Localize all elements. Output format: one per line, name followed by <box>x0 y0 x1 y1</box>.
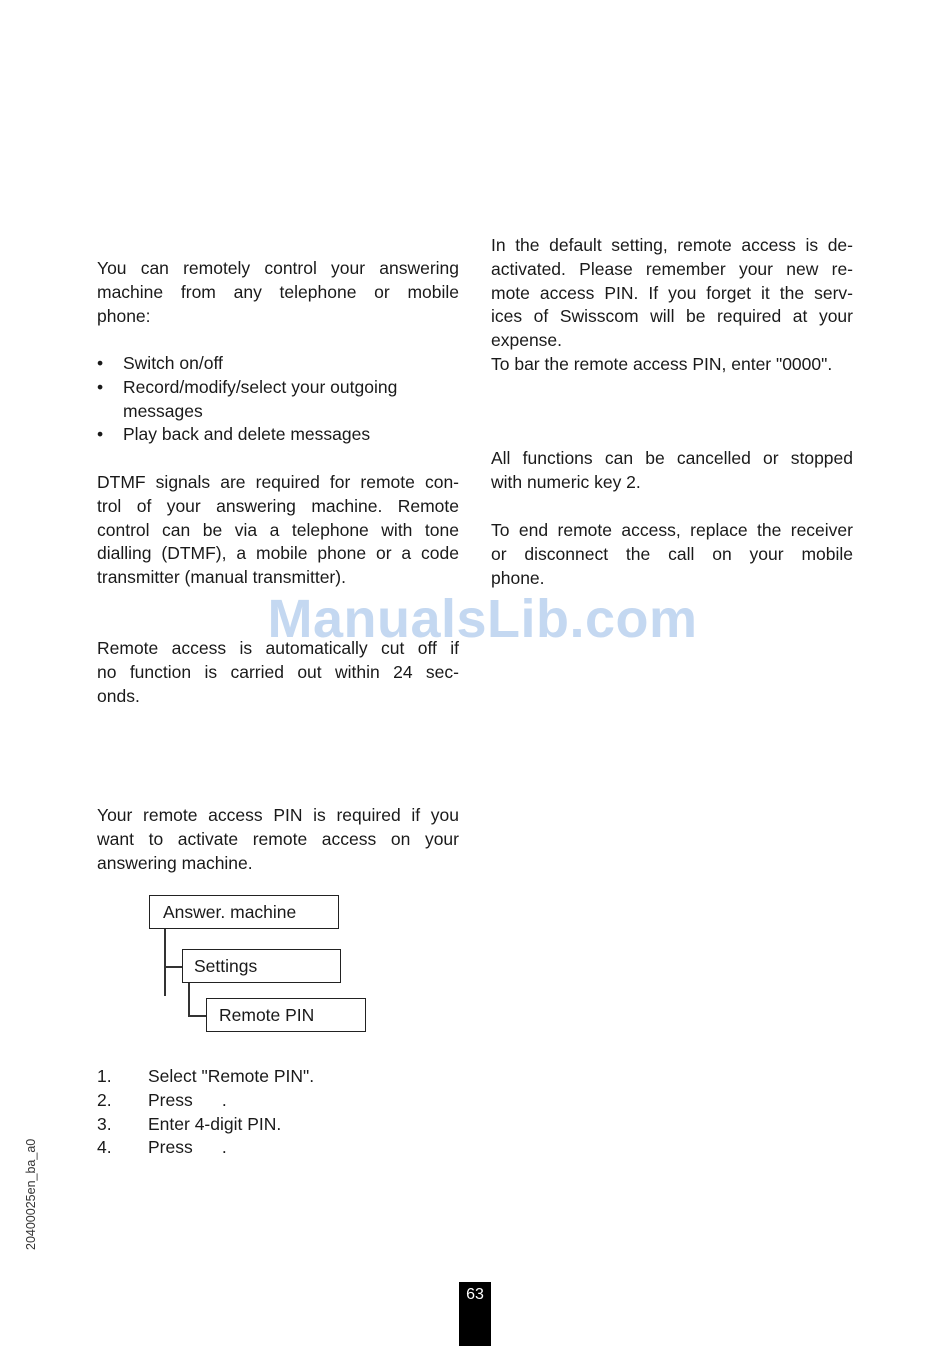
text-line: mote access PIN. If you forget it the serv- <box>491 282 853 303</box>
page-number: 63 <box>459 1282 491 1346</box>
text-line: Remote access is automatically cut off if <box>97 638 459 658</box>
step-number: 4. <box>97 1137 112 1158</box>
tree-connector <box>188 983 190 1016</box>
step-text: Select "Remote PIN". <box>148 1066 315 1086</box>
end-access-paragraph <box>491 519 853 590</box>
step-item <box>97 1136 459 1160</box>
feature-list <box>97 352 459 447</box>
text-line: phone. <box>491 567 545 588</box>
menu-box-remote-pin: Remote PIN <box>206 998 366 1032</box>
bullet-icon: • <box>97 424 104 445</box>
default-setting-paragraph <box>491 234 853 377</box>
step-item <box>97 1089 459 1113</box>
step-text: Press . <box>148 1137 227 1158</box>
watermark: ManualsLib.com <box>267 589 698 649</box>
text-line: DTMF signals are required for remote con- <box>97 472 459 492</box>
steps-list <box>97 1065 459 1160</box>
text-line: trol of your answering machine. Remote <box>97 495 459 516</box>
step-text: Enter 4-digit PIN. <box>148 1113 282 1134</box>
step-item <box>97 1065 459 1089</box>
text-line: ices of Swisscom will be required at your <box>491 306 853 327</box>
dtmf-paragraph <box>97 471 459 590</box>
text-line: expense. <box>491 330 563 351</box>
pin-paragraph <box>97 804 459 875</box>
text-line: All functions can be cancelled or stopped <box>491 448 853 468</box>
text-line: no function is carried out within 24 sec- <box>97 661 459 682</box>
list-item <box>97 352 459 376</box>
list-item <box>97 423 459 447</box>
list-item-text: Switch on/off <box>123 353 223 373</box>
text-line: You can remotely control your answering <box>97 258 459 278</box>
text-line: Your remote access PIN is required if you <box>97 805 459 825</box>
text-line: with numeric key 2. <box>491 471 641 492</box>
tree-connector <box>164 966 182 968</box>
text-line: or disconnect the call on your mobile <box>491 543 853 564</box>
text-line: To end remote access, replace the receiver <box>491 520 853 540</box>
list-item-continuation <box>97 400 459 424</box>
text-line: dialling (DTMF), a mobile phone or a code <box>97 543 459 564</box>
text-line: want to activate remote access on your <box>97 828 459 849</box>
tree-connector <box>188 1015 206 1017</box>
text-line: machine from any telephone or mobile <box>97 281 459 302</box>
list-item-text: messages <box>123 400 203 421</box>
cancel-paragraph <box>491 447 853 495</box>
text-line: phone: <box>97 305 151 326</box>
step-text: Press . <box>148 1089 227 1110</box>
document-code: 20400025en_ba_a0 <box>24 1138 38 1250</box>
text-line: answering machine. <box>97 852 253 873</box>
bullet-icon: • <box>97 376 104 397</box>
menu-box-settings: Settings <box>182 949 341 983</box>
step-number: 3. <box>97 1113 112 1134</box>
tree-connector <box>164 929 166 996</box>
text-line: activated. Please remember your new re- <box>491 258 853 279</box>
list-item-text: Play back and delete messages <box>123 424 371 445</box>
text-line: transmitter (manual transmitter). <box>97 567 346 588</box>
text-line: In the default setting, remote access is de- <box>491 235 853 255</box>
text-line: onds. <box>97 685 140 706</box>
intro-paragraph <box>97 257 459 328</box>
step-item <box>97 1113 459 1137</box>
cutoff-paragraph <box>97 637 459 708</box>
text-line: To bar the remote access PIN, enter "0000". <box>491 353 833 374</box>
menu-box-answer-machine: Answer. machine <box>149 895 339 929</box>
bullet-icon: • <box>97 353 104 373</box>
list-item <box>97 376 459 400</box>
step-number: 2. <box>97 1089 112 1110</box>
step-number: 1. <box>97 1066 112 1086</box>
list-item-text: Record/modify/select your outgoing <box>123 376 398 397</box>
text-line: control can be via a telephone with tone <box>97 519 459 540</box>
